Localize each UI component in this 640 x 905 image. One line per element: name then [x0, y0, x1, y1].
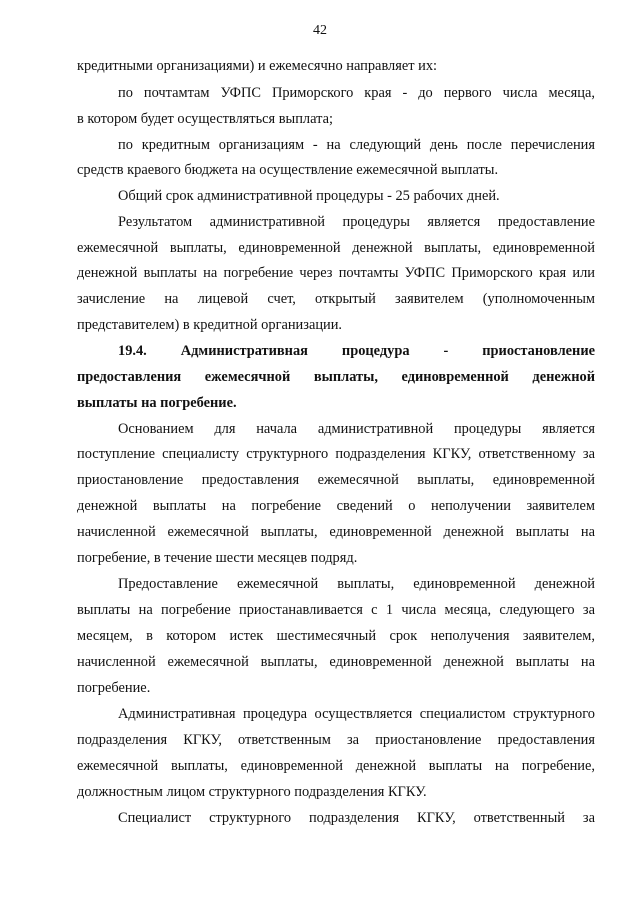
text-line: поступление специалисту структурного подразделения КГКУ, ответственному за: [77, 446, 595, 462]
text-line: выплаты на погребение приостанавливается с 1 числа месяца, следующего за: [77, 602, 595, 618]
text-line: месяцем, в котором истек шестимесячный срок неполучения заявителем,: [77, 628, 595, 644]
text-line: средств краевого бюджета на осуществление ежемесячной выплаты.: [77, 162, 499, 178]
text-line: представителем) в кредитной организации.: [77, 317, 343, 333]
text-line: начисленной ежемесячной выплаты, единовременной денежной выплаты на: [77, 524, 595, 540]
text-line: Результатом административной процедуры является предоставление: [118, 214, 595, 230]
text-line: Специалист структурного подразделения КГКУ, ответственный за: [118, 810, 595, 826]
text-line: зачисление на лицевой счет, открытый заявителем (уполномоченным: [77, 291, 595, 307]
text-line: начисленной ежемесячной выплаты, единовременной денежной выплаты на: [77, 654, 595, 670]
text-line: денежной выплаты на погребение сведений о неполучении заявителем: [77, 498, 595, 514]
text-line: по почтамтам УФПС Приморского края - до первого числа месяца,: [118, 85, 595, 101]
text-line: Общий срок административной процедуры - 25 рабочих дней.: [118, 188, 500, 204]
text-line: в котором будет осуществляться выплата;: [77, 111, 333, 127]
text-line: кредитными организациями) и ежемесячно направляет их:: [77, 58, 438, 74]
page-number: 42: [313, 23, 327, 38]
text-line: Основанием для начала административной процедуры является: [118, 421, 595, 437]
text-line: по кредитным организациям - на следующий день после перечисления: [118, 137, 595, 153]
text-line: приостановление предоставления ежемесячной выплаты, единовременной: [77, 472, 595, 488]
text-line: ежемесячной выплаты, единовременной денежной выплаты на погребение,: [77, 758, 595, 774]
text-line: Административная процедура осуществляется специалистом структурного: [118, 706, 595, 722]
text-line: погребение.: [77, 680, 151, 696]
section-heading-line: выплаты на погребение.: [77, 395, 237, 411]
text-line: погребение, в течение шести месяцев подряд.: [77, 550, 358, 566]
section-heading-line: предоставления ежемесячной выплаты, единовременной денежной: [77, 369, 595, 385]
text-line: должностным лицом структурного подразделения КГКУ.: [77, 784, 427, 800]
section-heading-line: 19.4. Административная процедура - приостановление: [118, 343, 595, 359]
text-line: ежемесячной выплаты, единовременной денежной выплаты, единовременной: [77, 240, 595, 256]
text-line: подразделения КГКУ, ответственным за приостановление предоставления: [77, 732, 595, 748]
text-line: денежной выплаты на погребение через почтамты УФПС Приморского края или: [77, 265, 595, 281]
text-line: Предоставление ежемесячной выплаты, единовременной денежной: [118, 576, 595, 592]
